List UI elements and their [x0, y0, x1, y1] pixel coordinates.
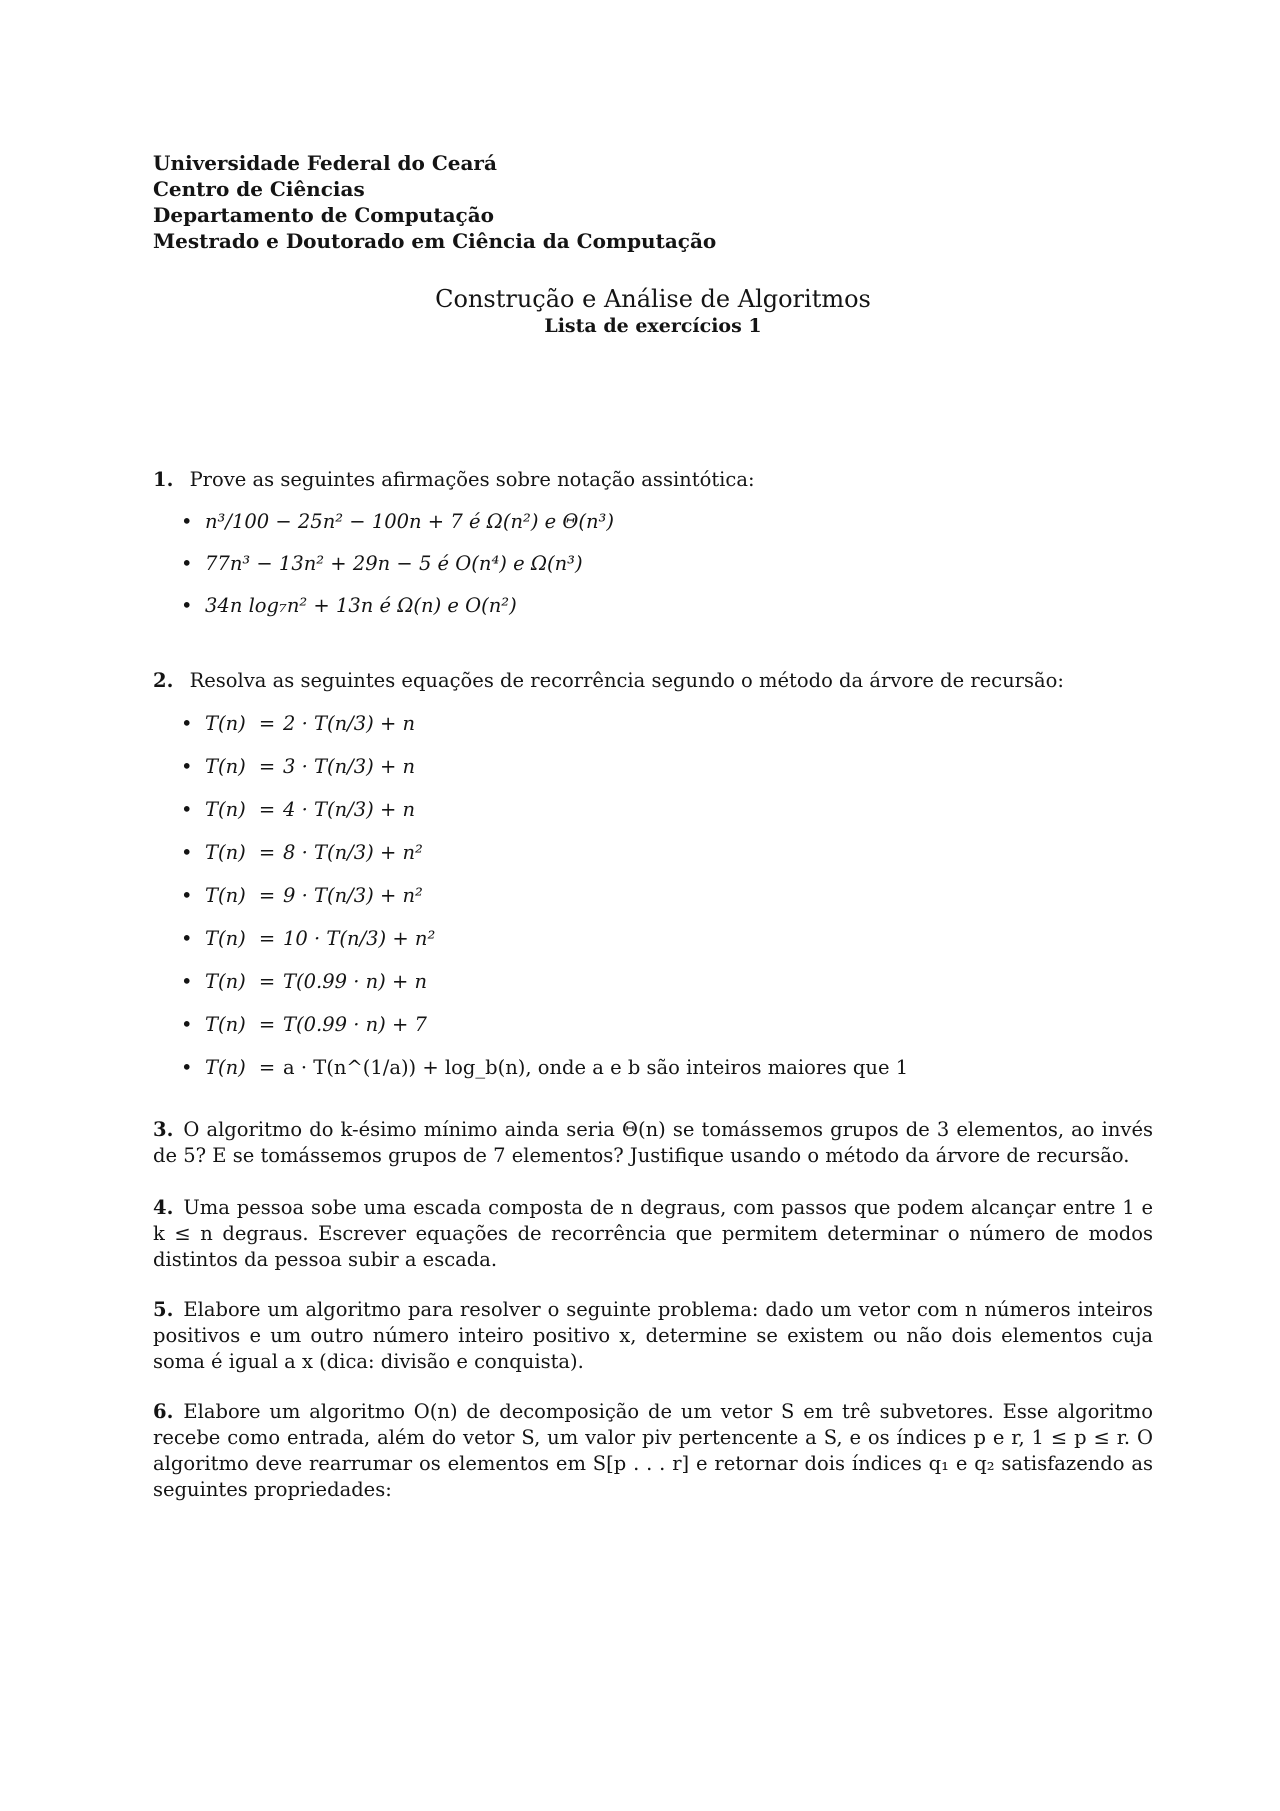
recurrence-rhs: T(0.99 · n) + n [283, 970, 428, 993]
recurrence-rhs: 9 · T(n/3) + n² [283, 884, 423, 907]
bullet-icon: • [181, 927, 193, 950]
bullet-icon: • [181, 1013, 193, 1036]
exercise-text: Elabore um algoritmo O(n) de decomposição de um vetor S em trê subvetores. Esse algoritmo recebe como entrada, além do vetor S, um valor piv pertencente a S, e os índices p e r, 1 ≤ p ≤ r. O algoritmo deve rearrumar os elementos em S[p . . . r] e retornar dois índices q₁ e q₂ satisfazendo as seguintes propriedades: [153, 1400, 1153, 1501]
recurrence-lhs: T(n) [205, 1013, 246, 1036]
equals-sign: = [258, 927, 276, 950]
document-title: Construção e Análise de Algoritmos [435, 285, 871, 313]
equals-sign: = [258, 841, 276, 864]
list-item [153, 1003, 1153, 1046]
exercise-text: O algoritmo do k-ésimo mínimo ainda seria Θ(n) se tomássemos grupos de 3 elementos, ao invés de 5? E se tomássemos grupos de 7 elementos? Justifique usando o método da árvore de recursão. [153, 1118, 1153, 1167]
recurrence-lhs: T(n) [205, 970, 246, 993]
bullet-icon: • [181, 970, 193, 993]
list-item [153, 1046, 1153, 1089]
list-item [153, 917, 1153, 960]
list-item [153, 960, 1153, 1003]
recurrence-rhs: 10 · T(n/3) + n² [283, 927, 436, 950]
bullet-icon: • [181, 594, 193, 617]
header-line-program: Mestrado e Doutorado em Ciência da Computação [153, 229, 717, 253]
recurrence-lhs: T(n) [205, 1056, 246, 1079]
exercise-text: Resolva as seguintes equações de recorrência segundo o método da árvore de recursão: [189, 669, 1064, 692]
equals-sign: = [258, 1013, 276, 1036]
document-page [153, 150, 1153, 1501]
asymptotic-statement: n³/100 − 25n² − 100n + 7 é Ω(n²) e Θ(n³) [205, 510, 614, 533]
header-line-department: Departamento de Computação [153, 203, 495, 227]
exercise-2-item-list [153, 702, 1153, 1089]
equals-sign: = [258, 755, 276, 778]
list-item [153, 543, 1153, 585]
recurrence-lhs: T(n) [205, 712, 246, 735]
exercise-5 [153, 1297, 1153, 1375]
equals-sign: = [258, 798, 276, 821]
exercise-number: 1. [153, 468, 174, 491]
exercise-number: 2. [153, 669, 174, 692]
bullet-icon: • [181, 712, 193, 735]
list-item [153, 702, 1153, 745]
exercise-text: Elabore um algoritmo para resolver o seguinte problema: dado um vetor com n números inteiros positivos e um outro número inteiro positivo x, determine se existem ou não dois elementos cuja soma é igual a x (dica: divisão e conquista). [153, 1298, 1153, 1373]
exercise-2 [153, 668, 1153, 1089]
recurrence-lhs: T(n) [205, 884, 246, 907]
exercise-text: Prove as seguintes afirmações sobre notação assintótica: [189, 468, 755, 491]
equals-sign: = [258, 1056, 276, 1079]
recurrence-rhs: 8 · T(n/3) + n² [283, 841, 423, 864]
header-line-center: Centro de Ciências [153, 177, 365, 201]
list-item [153, 788, 1153, 831]
recurrence-rhs: T(0.99 · n) + 7 [283, 1013, 427, 1036]
header-line-university: Universidade Federal do Ceará [153, 151, 497, 175]
exercise-4 [153, 1195, 1153, 1273]
asymptotic-statement: 77n³ − 13n² + 29n − 5 é O(n⁴) e Ω(n³) [205, 552, 583, 575]
bullet-icon: • [181, 755, 193, 778]
list-item [153, 831, 1153, 874]
exercise-3 [153, 1117, 1153, 1169]
asymptotic-statement: 34n log₇n² + 13n é Ω(n) e O(n²) [205, 594, 517, 617]
recurrence-lhs: T(n) [205, 841, 246, 864]
equals-sign: = [258, 970, 276, 993]
exercise-1 [153, 467, 1153, 627]
exercise-1-item-list [153, 501, 1153, 627]
exercise-text: Uma pessoa sobe uma escada composta de n degraus, com passos que podem alcançar entre 1 e k ≤ n degraus. Escrever equações de recorrência que permitem determinar o número de modos distintos da pessoa subir a escada. [153, 1196, 1153, 1271]
exercise-number: 3. [153, 1118, 174, 1141]
institution-header [153, 150, 1153, 254]
recurrence-lhs: T(n) [205, 798, 246, 821]
recurrence-rhs: 4 · T(n/3) + n [283, 798, 416, 821]
recurrence-lhs: T(n) [205, 755, 246, 778]
recurrence-rhs: 2 · T(n/3) + n [283, 712, 416, 735]
list-item [153, 745, 1153, 788]
bullet-icon: • [181, 841, 193, 864]
exercise-number: 6. [153, 1400, 174, 1423]
document-subtitle: Lista de exercícios 1 [544, 315, 762, 337]
exercise-6 [153, 1399, 1153, 1503]
exercise-number: 5. [153, 1298, 174, 1321]
equals-sign: = [258, 712, 276, 735]
bullet-icon: • [181, 884, 193, 907]
recurrence-rhs: a · T(n^(1/a)) + log_b(n), onde a e b são inteiros maiores que 1 [283, 1056, 909, 1079]
recurrence-rhs: 3 · T(n/3) + n [283, 755, 416, 778]
list-item [153, 585, 1153, 627]
exercise-number: 4. [153, 1196, 174, 1219]
bullet-icon: • [181, 510, 193, 533]
list-item [153, 874, 1153, 917]
recurrence-lhs: T(n) [205, 927, 246, 950]
bullet-icon: • [181, 552, 193, 575]
bullet-icon: • [181, 798, 193, 821]
bullet-icon: • [181, 1056, 193, 1079]
list-item [153, 501, 1153, 543]
title-block [153, 284, 1153, 338]
equals-sign: = [258, 884, 276, 907]
